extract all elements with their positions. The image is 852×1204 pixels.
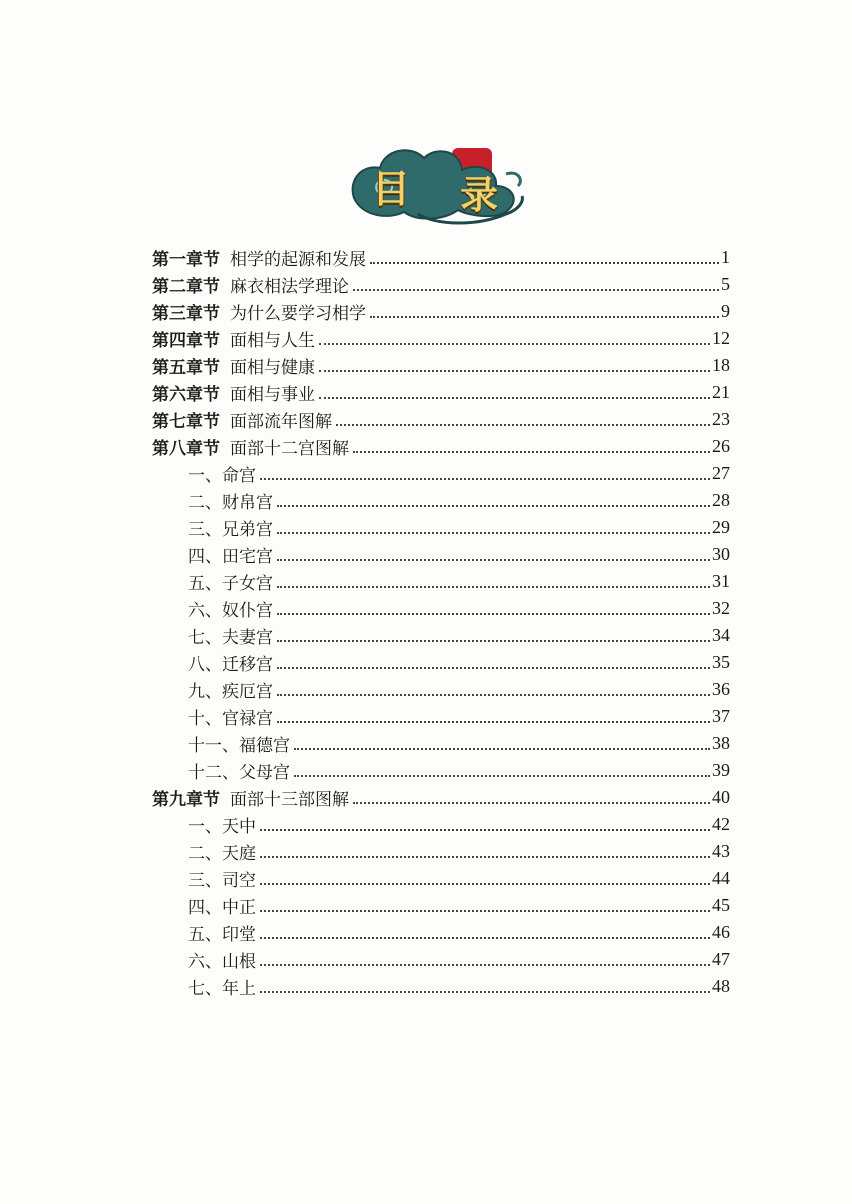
chapter-title: 面部流年图解: [230, 412, 332, 432]
chapter-number: 第四章节: [152, 331, 220, 351]
toc-title-char-1: 目: [372, 167, 411, 211]
section-title: 六、奴仆宫: [152, 596, 275, 621]
page-number: 39: [712, 760, 730, 780]
toc-row-chapter-6[interactable]: [152, 379, 730, 406]
chapter-title: 面相与人生: [230, 331, 315, 351]
toc-row-section[interactable]: [152, 568, 730, 595]
toc-row-chapter-8[interactable]: [152, 433, 730, 460]
dot-leader: [277, 612, 710, 615]
dot-leader: [319, 369, 710, 372]
page-number: 1: [721, 247, 730, 267]
chapter-title: 面部十二宫图解: [230, 439, 349, 459]
section-title: 五、印堂: [152, 920, 258, 945]
page-number: 9: [721, 301, 730, 321]
dot-leader: [260, 882, 710, 885]
toc-row-chapter-5[interactable]: [152, 352, 730, 379]
chapter-number: 第六章节: [152, 385, 220, 405]
toc-title-char-2: 录: [460, 173, 499, 217]
dot-leader: [353, 450, 710, 453]
dot-leader: [370, 315, 719, 318]
page-number: 42: [712, 814, 730, 834]
section-title: 四、田宅宫: [152, 542, 275, 567]
toc-row-section[interactable]: [152, 919, 730, 946]
toc-row-section[interactable]: [152, 865, 730, 892]
dot-leader: [319, 396, 710, 399]
page-number: 28: [712, 490, 730, 510]
toc-row-section[interactable]: [152, 892, 730, 919]
page-number: 12: [712, 328, 730, 348]
section-title: 七、年上: [152, 974, 258, 999]
page-number: 23: [712, 409, 730, 429]
toc-row-chapter-3[interactable]: [152, 298, 730, 325]
dot-leader: [370, 261, 719, 264]
page-number: 30: [712, 544, 730, 564]
page-number: 29: [712, 517, 730, 537]
dot-leader: [277, 666, 710, 669]
section-title: 七、夫妻宫: [152, 623, 275, 648]
page-number: 35: [712, 652, 730, 672]
section-title: 一、天中: [152, 812, 258, 837]
section-title: 四、中正: [152, 893, 258, 918]
chapter-number: 第七章节: [152, 412, 220, 432]
dot-leader: [260, 909, 710, 912]
page-number: 32: [712, 598, 730, 618]
toc-row-chapter-1[interactable]: [152, 244, 730, 271]
page-number: 31: [712, 571, 730, 591]
page-number: 46: [712, 922, 730, 942]
dot-leader: [260, 990, 710, 993]
page-number: 38: [712, 733, 730, 753]
page-number: 45: [712, 895, 730, 915]
dot-leader: [294, 774, 710, 777]
table-of-contents: [152, 244, 730, 1000]
page-number: 26: [712, 436, 730, 456]
page-number: 47: [712, 949, 730, 969]
toc-row-section[interactable]: [152, 514, 730, 541]
page-number: 18: [712, 355, 730, 375]
dot-leader: [353, 288, 719, 291]
toc-row-section[interactable]: [152, 541, 730, 568]
toc-row-section[interactable]: [152, 649, 730, 676]
page-number: 40: [712, 787, 730, 807]
dot-leader: [277, 720, 710, 723]
page-number: 48: [712, 976, 730, 996]
toc-row-section[interactable]: [152, 622, 730, 649]
dot-leader: [353, 801, 710, 804]
page-number: 21: [712, 382, 730, 402]
dot-leader: [277, 693, 710, 696]
toc-row-chapter-7[interactable]: [152, 406, 730, 433]
section-title: 十二、父母宫: [152, 758, 292, 783]
chapter-title: 面相与健康: [230, 358, 315, 378]
section-title: 十一、福德宫: [152, 731, 292, 756]
page-number: 27: [712, 463, 730, 483]
page-number: 44: [712, 868, 730, 888]
page-number: 36: [712, 679, 730, 699]
toc-row-chapter-9[interactable]: [152, 784, 730, 811]
dot-leader: [336, 423, 710, 426]
chapter-title: 麻衣相法学理论: [230, 277, 349, 297]
toc-row-section[interactable]: [152, 946, 730, 973]
chapter-title: 面相与事业: [230, 385, 315, 405]
chapter-title: 相学的起源和发展: [230, 250, 366, 270]
toc-row-chapter-2[interactable]: [152, 271, 730, 298]
section-title: 五、子女宫: [152, 569, 275, 594]
section-title: 六、山根: [152, 947, 258, 972]
toc-row-section[interactable]: [152, 595, 730, 622]
chapter-number: 第一章节: [152, 250, 220, 270]
toc-row-section[interactable]: [152, 811, 730, 838]
toc-row-section[interactable]: [152, 730, 730, 757]
page-number: 37: [712, 706, 730, 726]
dot-leader: [260, 963, 710, 966]
section-title: 三、司空: [152, 866, 258, 891]
chapter-title: 为什么要学习相学: [230, 304, 366, 324]
toc-row-section[interactable]: [152, 973, 730, 1000]
toc-title-badge: [348, 140, 528, 230]
section-title: 三、兄弟宫: [152, 515, 275, 540]
section-title: 二、财帛宫: [152, 488, 275, 513]
dot-leader: [294, 747, 710, 750]
chapter-number: 第五章节: [152, 358, 220, 378]
page-number: 5: [721, 274, 730, 294]
dot-leader: [277, 504, 710, 507]
page-number: 43: [712, 841, 730, 861]
toc-row-section[interactable]: [152, 676, 730, 703]
dot-leader: [277, 558, 710, 561]
dot-leader: [319, 342, 710, 345]
dot-leader: [277, 639, 710, 642]
dot-leader: [260, 855, 710, 858]
section-title: 九、疾厄宫: [152, 677, 275, 702]
toc-row-section[interactable]: [152, 487, 730, 514]
dot-leader: [260, 828, 710, 831]
section-title: 二、天庭: [152, 839, 258, 864]
toc-row-section[interactable]: [152, 757, 730, 784]
dot-leader: [277, 531, 710, 534]
chapter-number: 第三章节: [152, 304, 220, 324]
toc-row-section[interactable]: [152, 838, 730, 865]
dot-leader: [260, 477, 710, 480]
chapter-title: 面部十三部图解: [230, 790, 349, 810]
section-title: 一、命宫: [152, 461, 258, 486]
page-number: 34: [712, 625, 730, 645]
section-title: 十、官禄宫: [152, 704, 275, 729]
toc-row-section[interactable]: [152, 703, 730, 730]
chapter-number: 第八章节: [152, 439, 220, 459]
toc-row-section[interactable]: [152, 460, 730, 487]
chapter-number: 第二章节: [152, 277, 220, 297]
dot-leader: [260, 936, 710, 939]
toc-row-chapter-4[interactable]: [152, 325, 730, 352]
dot-leader: [277, 585, 710, 588]
section-title: 八、迁移宫: [152, 650, 275, 675]
chapter-number: 第九章节: [152, 790, 220, 810]
